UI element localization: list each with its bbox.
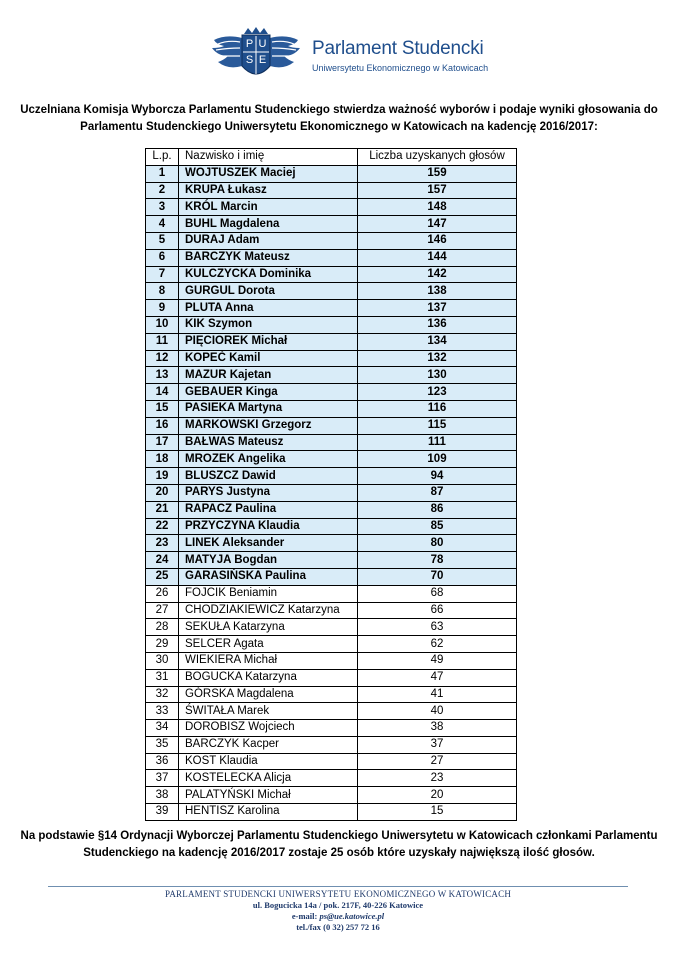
row-lp: 2: [146, 182, 179, 199]
table-row: [146, 686, 517, 703]
row-name: BAŁWAS Mateusz: [179, 434, 358, 451]
row-lp: 9: [146, 300, 179, 317]
row-name: BARCZYK Kacper: [179, 736, 358, 753]
row-name: GÓRSKA Magdalena: [179, 686, 358, 703]
table-row: [146, 736, 517, 753]
row-votes: 37: [358, 736, 517, 753]
header-votes: Liczba uzyskanych głosów: [358, 149, 517, 166]
row-lp: 20: [146, 484, 179, 501]
row-lp: 21: [146, 501, 179, 518]
row-votes: 132: [358, 350, 517, 367]
table-row: [146, 535, 517, 552]
table-row: [146, 367, 517, 384]
table-row: [146, 165, 517, 182]
row-name: LINEK Aleksander: [179, 535, 358, 552]
table-row: [146, 652, 517, 669]
row-votes: 146: [358, 232, 517, 249]
row-name: KRUPA Łukasz: [179, 182, 358, 199]
row-name: PLUTA Anna: [179, 300, 358, 317]
results-table: [145, 148, 517, 821]
row-votes: 70: [358, 568, 517, 585]
row-name: MATYJA Bogdan: [179, 552, 358, 569]
logo-subtitle: Uniwersytetu Ekonomicznego w Katowicach: [312, 63, 489, 73]
row-lp: 37: [146, 770, 179, 787]
row-votes: 27: [358, 753, 517, 770]
row-votes: 15: [358, 804, 517, 821]
table-row: [146, 787, 517, 804]
table-row: [146, 585, 517, 602]
row-lp: 24: [146, 552, 179, 569]
row-votes: 20: [358, 787, 517, 804]
header-name: Nazwisko i imię: [179, 149, 358, 166]
table-row: [146, 804, 517, 821]
table-row: [146, 636, 517, 653]
row-lp: 5: [146, 232, 179, 249]
row-votes: 80: [358, 535, 517, 552]
row-lp: 12: [146, 350, 179, 367]
row-lp: 27: [146, 602, 179, 619]
row-votes: 115: [358, 417, 517, 434]
row-name: PASIEKA Martyna: [179, 400, 358, 417]
table-row: [146, 266, 517, 283]
row-votes: 142: [358, 266, 517, 283]
table-row: [146, 400, 517, 417]
table-row: [146, 468, 517, 485]
shield-letter-u: U: [258, 38, 267, 50]
table-row: [146, 384, 517, 401]
row-name: GURGUL Dorota: [179, 283, 358, 300]
table-row: [146, 770, 517, 787]
row-name: KRÓL Marcin: [179, 199, 358, 216]
row-lp: 10: [146, 316, 179, 333]
table-row: [146, 182, 517, 199]
row-votes: 68: [358, 585, 517, 602]
row-name: DOROBISZ Wojciech: [179, 720, 358, 737]
row-votes: 111: [358, 434, 517, 451]
header-lp: L.p.: [146, 149, 179, 166]
row-name: KOPEĆ Kamil: [179, 350, 358, 367]
table-row: [146, 216, 517, 233]
row-lp: 7: [146, 266, 179, 283]
table-row: [146, 283, 517, 300]
row-votes: 138: [358, 283, 517, 300]
row-name: BOGUCKA Katarzyna: [179, 669, 358, 686]
row-name: BUHL Magdalena: [179, 216, 358, 233]
table-row: [146, 619, 517, 636]
row-votes: 78: [358, 552, 517, 569]
table-row: [146, 300, 517, 317]
row-votes: 136: [358, 316, 517, 333]
row-name: MROZEK Angelika: [179, 451, 358, 468]
row-lp: 13: [146, 367, 179, 384]
row-lp: 4: [146, 216, 179, 233]
row-lp: 3: [146, 199, 179, 216]
row-lp: 19: [146, 468, 179, 485]
row-lp: 34: [146, 720, 179, 737]
footer-divider: [48, 886, 628, 887]
table-row: [146, 316, 517, 333]
row-name: BLUSZCZ Dawid: [179, 468, 358, 485]
row-votes: 47: [358, 669, 517, 686]
row-name: KIK Szymon: [179, 316, 358, 333]
row-lp: 11: [146, 333, 179, 350]
shield-letter-s: S: [245, 54, 254, 66]
row-votes: 41: [358, 686, 517, 703]
table-row: [146, 720, 517, 737]
row-name: CHODZIAKIEWICZ Katarzyna: [179, 602, 358, 619]
table-row: [146, 333, 517, 350]
row-lp: 17: [146, 434, 179, 451]
row-lp: 22: [146, 518, 179, 535]
closing-paragraph: Na podstawie §14 Ordynacji Wyborczej Parlamentu Studenckiego Uniwersytetu w Katowicach członkami Parlamentu Studenckiego na kadencję 2016/2017 zostaje 25 osób które uzyskały największą ilość głosów.: [20, 830, 658, 859]
row-lp: 1: [146, 165, 179, 182]
row-name: FOJCIK Beniamin: [179, 585, 358, 602]
row-lp: 6: [146, 249, 179, 266]
table-row: [146, 703, 517, 720]
footer-email-label: e-mail:: [291, 911, 320, 921]
row-name: KULCZYCKA Dominika: [179, 266, 358, 283]
table-row: [146, 518, 517, 535]
results-table-body: [146, 165, 517, 820]
table-row: [146, 602, 517, 619]
row-votes: 38: [358, 720, 517, 737]
table-row: [146, 552, 517, 569]
row-name: SELCER Agata: [179, 636, 358, 653]
table-row: [146, 568, 517, 585]
row-votes: 134: [358, 333, 517, 350]
row-name: KOST Klaudia: [179, 753, 358, 770]
winged-shield-emblem-icon: [206, 26, 306, 86]
row-votes: 147: [358, 216, 517, 233]
row-lp: 8: [146, 283, 179, 300]
row-lp: 38: [146, 787, 179, 804]
row-votes: 109: [358, 451, 517, 468]
logo-title: Parlament Studencki: [312, 38, 484, 59]
row-votes: 63: [358, 619, 517, 636]
row-votes: 49: [358, 652, 517, 669]
footer-address: ul. Bogucicka 14a / pok. 217F, 40-226 Katowice: [252, 900, 424, 910]
row-lp: 32: [146, 686, 179, 703]
row-votes: 123: [358, 384, 517, 401]
shield-letter-e: E: [258, 54, 267, 66]
row-votes: 40: [358, 703, 517, 720]
row-votes: 23: [358, 770, 517, 787]
row-lp: 14: [146, 384, 179, 401]
row-name: WOJTUSZEK Maciej: [179, 165, 358, 182]
footer-email[interactable]: ps@ue.katowice.pl: [319, 911, 385, 921]
footer-phone: tel./fax (0 32) 257 72 16: [296, 922, 380, 932]
table-row: [146, 249, 517, 266]
footer-organization: PARLAMENT STUDENCKI UNIWERSYTETU EKONOMICZNEGO W KATOWICACH: [164, 889, 512, 899]
row-lp: 15: [146, 400, 179, 417]
table-row: [146, 417, 517, 434]
row-lp: 16: [146, 417, 179, 434]
row-name: HENTISZ Karolina: [179, 804, 358, 821]
table-row: [146, 669, 517, 686]
table-row: [146, 501, 517, 518]
shield-letter-p: P: [245, 38, 254, 50]
row-votes: 86: [358, 501, 517, 518]
table-row: [146, 484, 517, 501]
intro-paragraph: Uczelniana Komisja Wyborcza Parlamentu Studenckiego stwierdza ważność wyborów i podaje wyniki głosowania do Parlamentu Studenckiego Uniwersytetu Ekonomicznego w Katowicach na kadencję 2016/2017:: [20, 104, 658, 133]
row-name: DURAJ Adam: [179, 232, 358, 249]
row-name: KOSTELECKA Alicja: [179, 770, 358, 787]
table-row: [146, 753, 517, 770]
row-votes: 148: [358, 199, 517, 216]
row-name: GEBAUER Kinga: [179, 384, 358, 401]
row-votes: 87: [358, 484, 517, 501]
table-row: [146, 451, 517, 468]
table-row: [146, 199, 517, 216]
row-votes: 85: [358, 518, 517, 535]
row-votes: 116: [358, 400, 517, 417]
row-lp: 18: [146, 451, 179, 468]
footer: [48, 889, 628, 933]
table-row: [146, 434, 517, 451]
row-votes: 66: [358, 602, 517, 619]
row-lp: 23: [146, 535, 179, 552]
row-votes: 94: [358, 468, 517, 485]
row-name: WIEKIERA Michał: [179, 652, 358, 669]
row-votes: 130: [358, 367, 517, 384]
footer-email-line: [48, 911, 628, 922]
row-lp: 28: [146, 619, 179, 636]
row-name: PIĘCIOREK Michał: [179, 333, 358, 350]
row-name: GARASIŃSKA Paulina: [179, 568, 358, 585]
row-votes: 157: [358, 182, 517, 199]
row-name: PRZYCZYNA Klaudia: [179, 518, 358, 535]
row-lp: 33: [146, 703, 179, 720]
table-row: [146, 232, 517, 249]
row-name: PARYS Justyna: [179, 484, 358, 501]
row-name: SEKUŁA Katarzyna: [179, 619, 358, 636]
row-votes: 159: [358, 165, 517, 182]
row-votes: 137: [358, 300, 517, 317]
row-name: MAZUR Kajetan: [179, 367, 358, 384]
row-name: BARCZYK Mateusz: [179, 249, 358, 266]
row-lp: 30: [146, 652, 179, 669]
table-row: [146, 350, 517, 367]
row-name: ŚWITAŁA Marek: [179, 703, 358, 720]
logo: [206, 26, 489, 86]
row-votes: 62: [358, 636, 517, 653]
row-name: PALATYŃSKI Michał: [179, 787, 358, 804]
row-name: MARKOWSKI Grzegorz: [179, 417, 358, 434]
row-lp: 36: [146, 753, 179, 770]
row-lp: 25: [146, 568, 179, 585]
row-lp: 39: [146, 804, 179, 821]
row-lp: 31: [146, 669, 179, 686]
row-lp: 29: [146, 636, 179, 653]
row-lp: 35: [146, 736, 179, 753]
row-lp: 26: [146, 585, 179, 602]
row-name: RAPACZ Paulina: [179, 501, 358, 518]
row-votes: 144: [358, 249, 517, 266]
table-header-row: [146, 149, 517, 166]
